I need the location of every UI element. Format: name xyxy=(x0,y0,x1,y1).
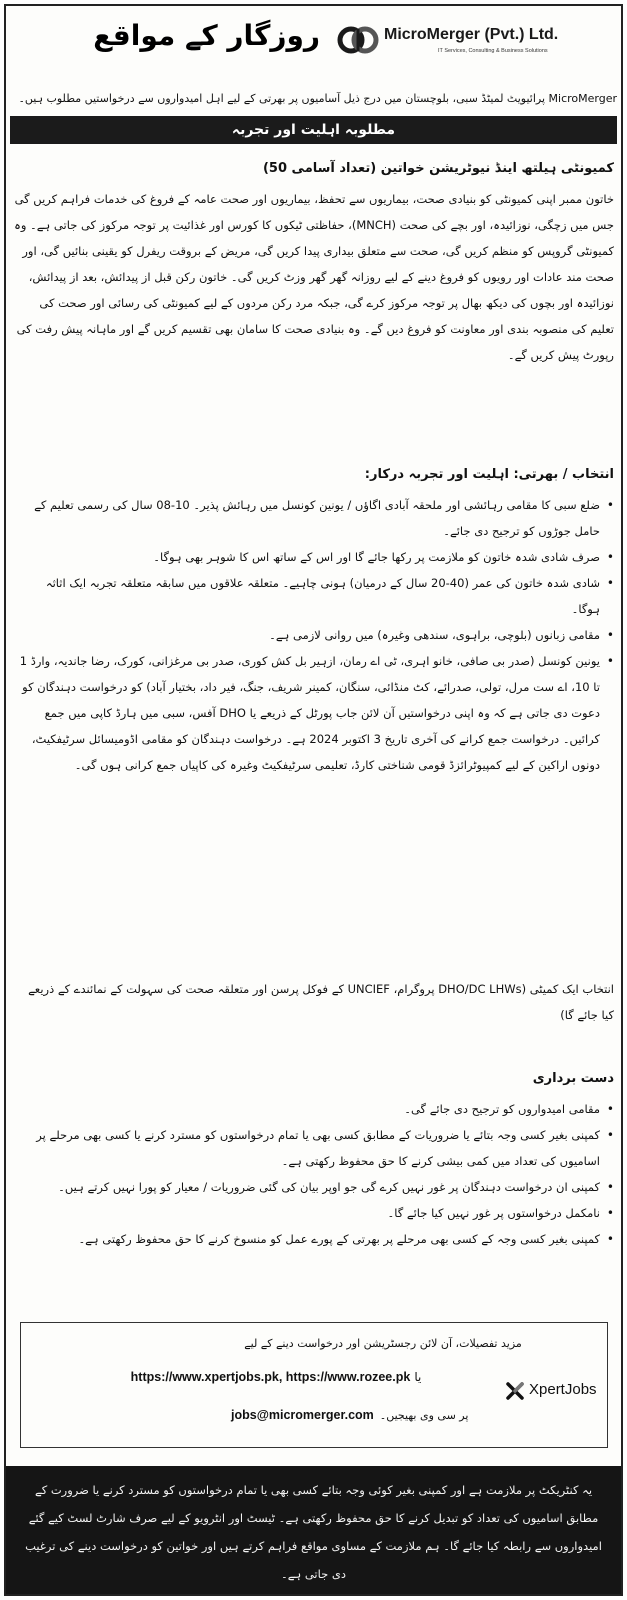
withdrawal-list xyxy=(14,1096,614,1252)
contact-box xyxy=(20,1322,608,1448)
email-suffix: پر سی وی بھیجیں۔ xyxy=(379,1409,469,1422)
list-item: • مقامی امیدواروں کو ترجیح دی جائے گی۔ xyxy=(14,1096,614,1122)
selection-note: انتخاب ایک کمیٹی (DHO/DC LHWs پروگرام، UNCIEF کے فوکل پرسن اور متعلقہ صحت کی سہولت کے نمائندے کے ذریعے کیا جائے گا) xyxy=(28,982,614,1022)
job-portal-urls[interactable]: https://www.xpertjobs.pk, https://www.rozee.pk xyxy=(130,1370,411,1384)
contact-email[interactable] xyxy=(231,1405,471,1426)
brand-tagline: IT Services, Consulting & Business Solutions xyxy=(438,48,548,54)
list-item: • مقامی زبانوں (بلوچی، براہوی، سندھی وغیرہ) میں روانی لازمی ہے۔ xyxy=(14,622,614,648)
withdrawal-heading: دست برداری xyxy=(532,1071,614,1086)
list-item: • صرف شادی شدہ خاتون کو ملازمت پر رکھا جائے گا اور اس کے ساتھ اس کا شوہر بھی ہوگا۔ xyxy=(14,544,614,570)
company-logo xyxy=(336,20,616,60)
partner-name: XpertJobs xyxy=(529,1381,597,1398)
micromerger-logo-icon xyxy=(336,20,380,60)
job-portal-links[interactable] xyxy=(101,1367,451,1387)
qualifications-list xyxy=(14,492,614,778)
email-address[interactable]: jobs@micromerger.com xyxy=(231,1408,374,1422)
header xyxy=(6,6,621,70)
footer-notice: یہ کنٹریکٹ پر ملازمت ہے اور کمپنی بغیر کوئی وجہ بتائے کسی بھی یا تمام درخواستوں کو مسترد کرنے یا ضرورت کے مطابق اسامیوں کی تعداد کو تبدیل کرنے کا حق محفوظ رکھتی ہے۔ ٹیسٹ اور انٹرویو کے لیے صرف شارٹ لسٹ کیے گئے امیدواروں سے رابطہ کیا جائے گا۔ ہم ملازمت کے مساوی مواقع فراہم کرتے ہیں اور خواتین کو درخواست دینے کی ترغیب دی جاتی ہے۔ xyxy=(6,1466,621,1594)
list-item: • نامکمل درخواستوں پر غور نہیں کیا جائے گا۔ xyxy=(14,1200,614,1226)
list-item: • کمپنی بغیر کسی وجہ بتائے یا ضروریات کے مطابق کسی بھی یا تمام درخواستوں کو مسترد کرنے یا کسی بھی مرحلے پر اسامیوں کی تعداد میں کمی بیشی کرنے کا حق محفوظ رکھتی ہے۔ xyxy=(14,1122,614,1174)
brand-name: MicroMerger (Pvt.) Ltd. xyxy=(384,26,559,43)
list-item: • شادی شدہ خاتون کی عمر (40-20 سال کے درمیان) ہونی چاہیے۔ متعلقہ علاقوں میں سابقہ متعلقہ تجربہ ایک اثاثہ ہوگا۔ xyxy=(14,570,614,622)
links-suffix: یا xyxy=(414,1370,422,1384)
xpertjobs-logo xyxy=(505,1379,601,1403)
role-description: خاتون ممبر اپنی کمیونٹی کو بنیادی صحت، بیماریوں سے تحفظ، بیماریوں اور صحت عامہ کے فروغ کی خدمات فراہم کریں گی جس میں زچگی، نوزائیدہ، اور بچے کی صحت (MNCH)، حفاظتی ٹیکوں کا کورس اور غذائیت پر توجہ مرکوز کی جاتی ہے۔ وہ کمیونٹی گروپس کو منظم کریں گی، صحت سے متعلق بیداری پیدا کریں گی، مریض کے بروقت ریفرل کو یقینی بنائیں گی، اور صحت مند عادات اور رویوں کو فروغ دینے کے لیے روزانہ گھر گھر وزٹ کریں گی۔ خاتون رکن قبل از پیدائش، بعد از پیدائش، نوزائیدہ اور بچوں کی دیکھ بھال پر توجہ مرکوز کرے گی، جبکہ مرد رکن مردوں کے لیے کمیونٹی کی رسائی اور صحت کی تعلیم کی منصوبہ بندی اور معاونت کو فروغ دیں گے۔ وہ بنیادی صحت کا سامان بھی تقسیم کریں گے اور ماہانہ پیش رفت کی رپورٹ پیش کریں گے۔ xyxy=(14,192,614,362)
intro-text: MicroMerger پرائیویٹ لمیٹڈ سبی، بلوچستان میں درج ذیل آسامیوں پر بھرتی کے لیے اہل امیدواروں سے درخواستیں مطلوب ہیں۔ xyxy=(18,92,617,105)
contact-instructions: مزید تفصیلات، آن لائن رجسٹریشن اور درخواست دینے کے لیے xyxy=(244,1337,522,1350)
job-advertisement xyxy=(4,4,623,1596)
page-title: روزگار کے مواقع xyxy=(93,19,320,52)
section-title: مطلوبہ اہلیت اور تجربہ xyxy=(10,116,617,144)
list-item: • ضلع سبی کا مقامی رہائشی اور ملحقہ آبادی اگاؤں / یونین کونسل میں رہائش پذیر۔ 10-08 سال کی رسمی تعلیم کے حامل جوڑوں کو ترجیح دی جائے۔ xyxy=(14,492,614,544)
role-title: کمیونٹی ہیلتھ اینڈ نیوٹریشن خواتین (تعداد آسامی 50) xyxy=(262,161,614,176)
list-item: • کمپنی بغیر کسی وجہ کے کسی بھی مرحلے پر بھرتی کے پورے عمل کو منسوخ کرنے کا حق محفوظ رکھتی ہے۔ xyxy=(14,1226,614,1252)
list-item: • کمپنی ان درخواست دہندگان پر غور نہیں کرے گی جو اوپر بیان کی گئی ضروریات / معیار کو پورا نہیں کرتے ہیں۔ xyxy=(14,1174,614,1200)
x-mark-icon xyxy=(505,1381,525,1401)
list-item: • یونین کونسل (صدر بی صافی، خانو اہری، ٹی اے رمان، ازہیر بل کش کوری، صدر بی مرغزانی، کورک، رضا جاندیہ، وارڈ 1 تا 10، اے ست مرل، تولی، صدرائے، کٹ منڈائی، سنگان، کمینر شریف، جنگ، فیر داد، بختیار آباد) کو درخواست دہندگان کو دعوت دی جاتی ہے کہ وہ اپنی درخواستیں آن لائن جاب پورٹل کے ذریعے یا DHO آفس، سبی میں ہارڈ کاپی میں جمع کرائیں۔ درخواست جمع کرانے کی آخری تاریخ 3 اکتوبر 2024 ہے۔ درخواست دہندگان کو مقامی اڈومیسائل سرٹیفکیٹ، دونوں اراکین کے لیے کمپیوٹرائزڈ قومی شناختی کارڈ، تعلیمی سرٹیفکیٹ وغیرہ کی کاپیاں جمع کرانی ہوں گی۔ xyxy=(14,648,614,778)
qualifications-heading: انتخاب / بھرتی: اہلیت اور تجربہ درکار: xyxy=(364,467,614,482)
